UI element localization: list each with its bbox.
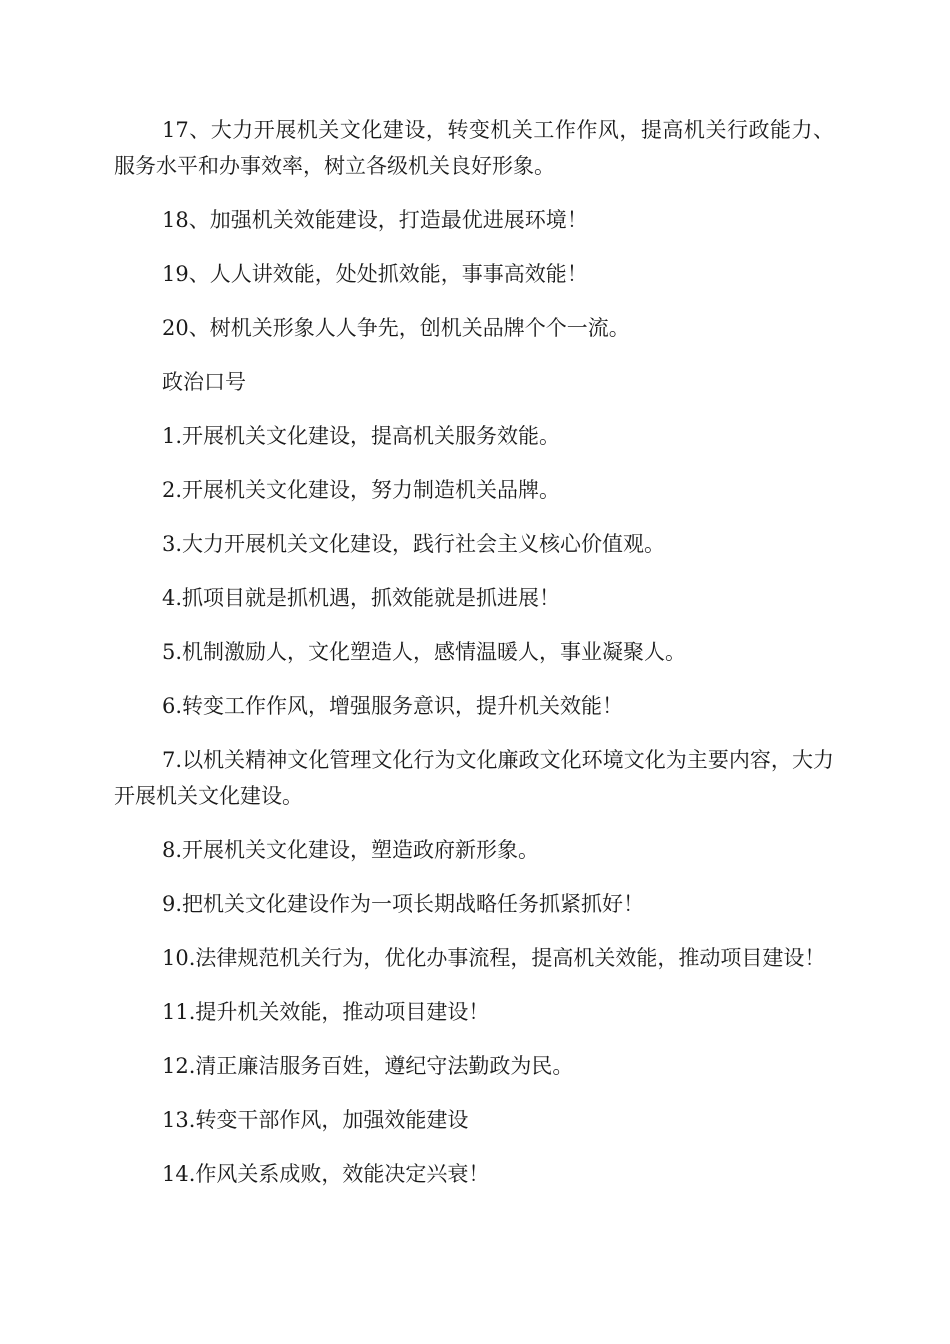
paragraph-political-14: 14.作风关系成败，效能决定兴衰！ [162,1162,490,1186]
paragraph-slogan-19: 19、人人讲效能，处处抓效能，事事高效能！ [162,262,588,286]
paragraph-political-12: 12.清正廉洁服务百姓，遵纪守法勤政为民。 [162,1054,574,1078]
paragraph-political-1: 1.开展机关文化建设，提高机关服务效能。 [162,424,561,448]
paragraph-political-8: 8.开展机关文化建设，塑造政府新形象。 [162,838,540,862]
section-heading: 政治口号 [162,370,246,394]
paragraph-slogan-17: 17、大力开展机关文化建设，转变机关工作作风，提高机关行政能力、服务水平和办事效率，树立各级机关良好形象。 [114,118,834,178]
paragraph-political-6: 6.转变工作作风，增强服务意识，提升机关效能！ [162,694,624,718]
paragraph-political-5: 5.机制激励人，文化塑造人，感情温暖人，事业凝聚人。 [162,640,687,664]
paragraph-political-7: 7.以机关精神文化管理文化行为文化廉政文化环境文化为主要内容，大力开展机关文化建设。 [114,748,834,808]
paragraph-political-11: 11.提升机关效能，推动项目建设！ [162,1000,490,1024]
document-body [114,112,834,1210]
paragraph-slogan-20: 20、树机关形象人人争先，创机关品牌个个一流。 [162,316,630,340]
paragraph-political-3: 3.大力开展机关文化建设，践行社会主义核心价值观。 [162,532,666,556]
paragraph-political-2: 2.开展机关文化建设，努力制造机关品牌。 [162,478,561,502]
paragraph-slogan-18: 18、加强机关效能建设，打造最优进展环境！ [162,208,588,232]
paragraph-political-9: 9.把机关文化建设作为一项长期战略任务抓紧抓好！ [162,892,645,916]
paragraph-political-13: 13.转变干部作风，加强效能建设 [162,1108,469,1132]
paragraph-political-4: 4.抓项目就是抓机遇，抓效能就是抓进展！ [162,586,561,610]
paragraph-political-10: 10.法律规范机关行为，优化办事流程，提高机关效能，推动项目建设！ [162,946,826,970]
